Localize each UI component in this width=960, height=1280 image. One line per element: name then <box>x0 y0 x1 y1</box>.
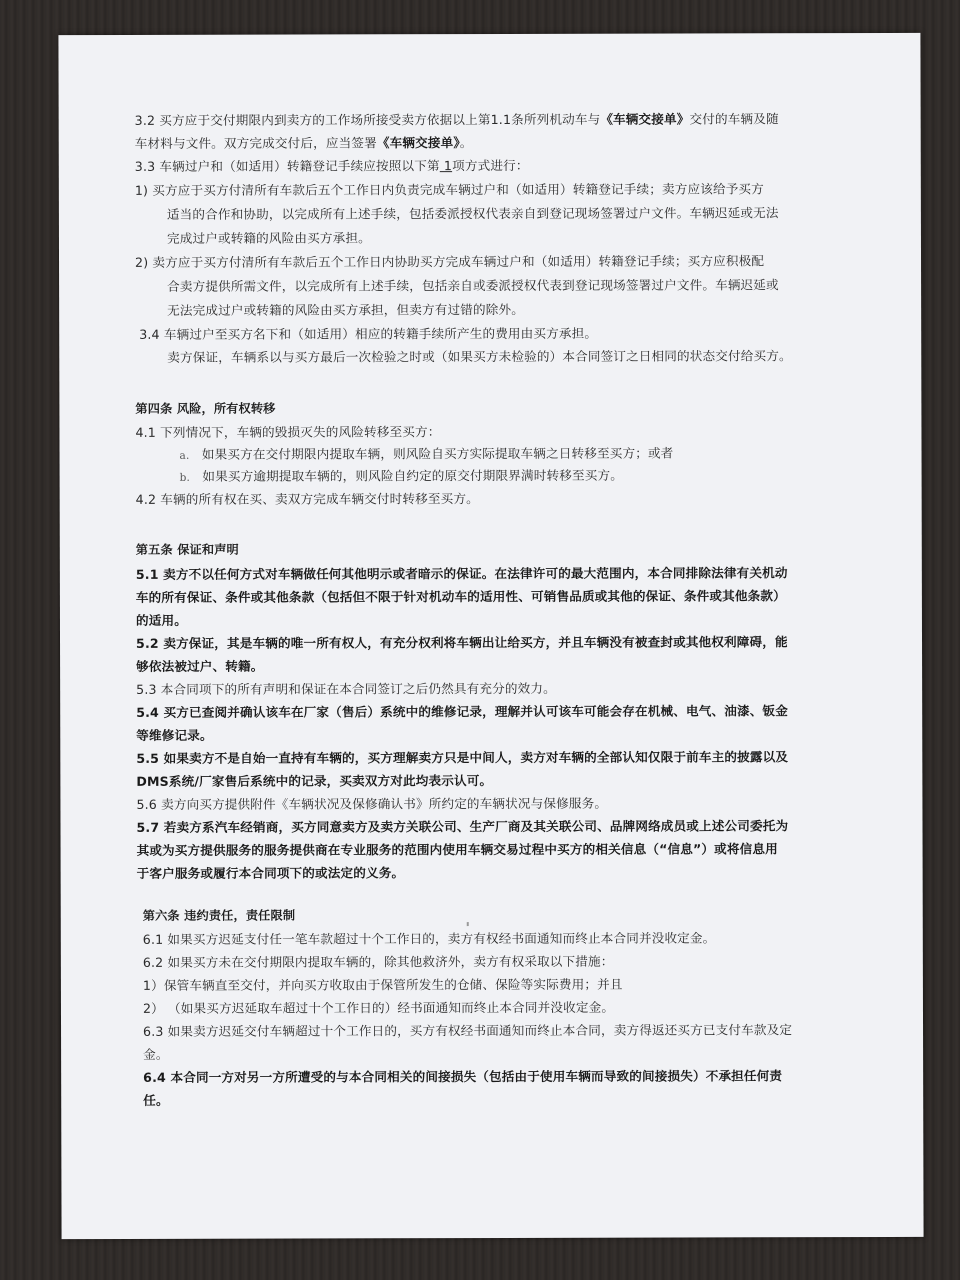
clause-4-2: 4.2 车辆的所有权在买、卖双方完成车辆交付时转移至买方。 <box>135 491 479 507</box>
option-2-line-1: 2) 卖方应于买方付清所有车款后五个工作日内协助买方完成车辆过户和（如适用）转籍登记手续；买方应积极配 <box>135 253 765 270</box>
option-1-line-2: 适当的合作和协助，以完成所有上述手续，包括委派授权代表亲自到登记现场签署过户文件。车辆迟延或无法 <box>166 205 779 222</box>
clause-6-3-line-1: 6.3 如果卖方迟延交付车辆超过十个工作日的，买方有权经书面通知而终止本合同，卖方得返还买方已支付车款及定 <box>143 1022 793 1039</box>
clause-5-7-line-1: 5.7 若卖方系汽车经销商，买方同意卖方及卖方关联公司、生产厂商及其关联公司、品牌网络成员或上述公司委托为 <box>136 818 789 835</box>
contract-page <box>58 33 923 1239</box>
clause-5-2-line-2: 够依法被过户、转籍。 <box>136 658 264 674</box>
clause-4-1: 4.1 下列情况下，车辆的毁损灭失的风险转移至买方： <box>135 424 441 440</box>
clause-5-1-line-2: 车的所有保证、条件或其他条款（包括但不限于针对机动车的适用性、可销售品质或其他的保证、条件或其他条款） <box>135 588 786 605</box>
item-b-text: 如果买方逾期提取车辆的，则风险自约定的原交付期限界满时转移至买方。 <box>202 467 623 484</box>
clause-3-2-line-1 <box>135 107 779 132</box>
clause-3-4: 3.4 车辆过户至买方名下和（如适用）相应的转籍手续所产生的费用由买方承担。 <box>139 325 598 342</box>
clause-5-1-line-1: 5.1 卖方不以任何方式对车辆做任何其他明示或者暗示的保证。在法律许可的最大范围内，本合同排除法律有关机动 <box>135 565 788 582</box>
option-1-line-1: 1) 买方应于买方付清所有车款后五个工作日内负责完成车辆过户和（如适用）转籍登记手续；卖方应该给予买方 <box>134 181 764 198</box>
item-a-text: 如果买方在交付期限内提取车辆，则风险自买方实际提取车辆之日转移至买方；或者 <box>201 445 674 462</box>
paper-speck <box>467 922 469 926</box>
option-number: 1 <box>439 158 453 174</box>
clause-3-2-text: 3.2 买方应于交付期限内到卖方的工作场所接受卖方依据以上第1.1条所列机动车与 <box>134 111 601 128</box>
clause-3-2-period: 。 <box>459 135 473 151</box>
article-4-heading: 第四条 风险，所有权转移 <box>135 401 276 416</box>
clause-6-2: 6.2 如果买方未在交付期限内提取车辆的，除其他救济外，卖方有权采取以下措施： <box>142 953 614 970</box>
clause-3-3-text: 3.3 车辆过户和（如适用）转籍登记手续应按照以下第 <box>134 158 440 174</box>
clause-5-7-line-2: 其或为买方提供服务的服务提供商在专业服务的范围内使用车辆交易过程中买方的相关信息（“信息”）或将信息用 <box>136 841 778 858</box>
clause-6-2-item-1: 1）保管车辆直至交付，并向买方收取由于保管所发生的仓储、保险等实际费用；并且 <box>142 976 623 993</box>
article-6-heading: 第六条 违约责任，责任限制 <box>142 908 296 923</box>
clause-6-1: 6.1 如果买方迟延支付任一笔车款超过十个工作日的，卖方有权经书面通知而终止本合同并没收定金。 <box>142 930 716 947</box>
option-1-line-3: 完成过户或转籍的风险由买方承担。 <box>166 230 371 246</box>
article-5-heading: 第五条 保证和声明 <box>135 542 239 557</box>
clause-5-5-line-2: DMS系统/厂家售后系统中的记录，买卖双方对此均表示认可。 <box>136 772 493 789</box>
clause-3-3 <box>135 154 529 178</box>
clause-5-2-line-1: 5.2 卖方保证，其是车辆的唯一所有权人，有充分权利将车辆出让给买方，并且车辆没有被查封或其他权利障碍，能 <box>135 634 788 651</box>
clause-5-4-line-2: 等维修记录。 <box>136 727 213 743</box>
option-2-line-3: 无法完成过户或转籍的风险由买方承担，但卖方有过错的除外。 <box>167 301 524 318</box>
clause-6-3-line-2: 金。 <box>143 1046 169 1062</box>
clause-3-2-line-2 <box>135 131 473 155</box>
clause-5-4-line-1: 5.4 买方已查阅并确认该车在厂家（售后）系统中的维修记录，理解并认可该车可能会存在机械、电气、油漆、钣金 <box>136 703 788 720</box>
contract-text <box>134 107 835 1108</box>
seller-condition-guarantee: 卖方保证，车辆系以与买方最后一次检验之时或（如果买方未检验的）本合同签订之日相同的状态交付给买方。 <box>167 348 792 365</box>
clause-5-5-line-1: 5.5 如果卖方不是自始一直持有车辆的，买方理解卖方只是中间人，卖方对车辆的全部认知仅限于前车主的披露以及 <box>136 749 789 766</box>
clause-3-2-text-end: 交付的车辆及随 <box>689 111 779 127</box>
clause-3-2-text-2: 车材料与文件。双方完成交付后，应当签署 <box>134 135 377 151</box>
option-2-line-2: 合卖方提供所需文件，以完成所有上述手续，包括亲自或委派授权代表到登记现场签署过户文件。车辆迟延或 <box>167 277 779 294</box>
handover-form-title: 《车辆交接单》 <box>600 111 690 127</box>
clause-6-4-line-1: 6.4 本合同一方对另一方所遭受的与本合同相关的间接损失（包括由于使用车辆而导致的间接损失）不承担任何责 <box>143 1068 783 1085</box>
clause-5-7-line-3: 于客户服务或履行本合同项下的或法定的义务。 <box>136 865 405 881</box>
clause-6-4-line-2: 任。 <box>143 1092 169 1108</box>
clause-4-1-b <box>180 464 623 490</box>
clause-3-3-text-end: 项方式进行： <box>452 157 529 174</box>
handover-form-title-2: 《车辆交接单》 <box>376 135 460 151</box>
clause-5-3: 5.3 本合同项下的所有声明和保证在本合同签订之后仍然具有充分的效力。 <box>136 680 556 697</box>
clause-5-1-line-3: 的适用。 <box>135 612 187 628</box>
clause-6-2-item-2: 2） （如果买方迟延取车超过十个工作日的）经书面通知而终止本合同并没收定金。 <box>142 999 615 1016</box>
clause-5-6: 5.6 卖方向买方提供附件《车辆状况及保修确认书》所约定的车辆状况与保修服务。 <box>136 795 608 812</box>
item-a-marker: a. <box>179 449 190 462</box>
item-b-marker: b. <box>179 471 190 484</box>
